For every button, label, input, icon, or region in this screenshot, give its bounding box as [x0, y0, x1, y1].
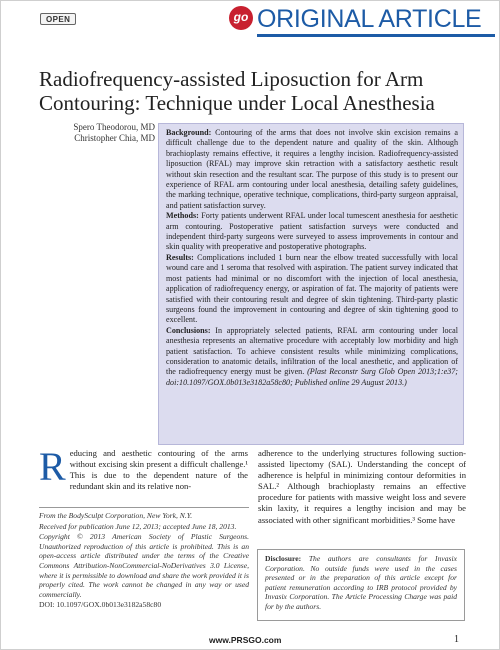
section-title: ORIGINAL ARTICLE: [257, 5, 482, 33]
disclosure-label: Disclosure:: [265, 554, 302, 563]
article-doi: DOI: 10.1097/GOX.0b013e3182a58c80: [39, 600, 162, 610]
abstract-methods-label: Methods:: [166, 211, 199, 221]
author-list: [37, 122, 155, 144]
abstract-background: [166, 128, 458, 211]
disclosure-text: The authors are consultants for Invasix Corporation. No outside funds were used in the cases presented or in the preparation of this article except for patient remuneration according to IRB protocol provided by Invasix Corporation. The Article Processing Charge was paid for by the authors.: [265, 554, 457, 611]
body-intro-left: educing and aesthetic contouring of the arms without excising skin present a difficult challenge.¹ This is due to the dependent nature of the redundant skin and its relative non-: [69, 448, 248, 492]
abstract-methods: [166, 211, 458, 253]
affiliation-from: From the BodySculpt Corporation, New York, N.Y.: [39, 511, 193, 520]
body-intro-right: adherence to the underlying structures following suction-assisted lipectomy (SAL). Understanding the concept of adherence is helpful in minimizing contour deformities in SAL.² Although brachioplasty remains an effective procedure for patients with massive weight loss and severe skin laxity, it requires a lengthy incision and may be associated with other significant morbidities.³ Some have: [258, 448, 466, 525]
abstract-background-label: Background:: [166, 128, 212, 137]
journal-logo: [229, 6, 253, 30]
abstract-methods-text: Forty patients underwent RFAL under local tumescent anesthesia for aesthetic arm contouring. Postoperative patient satisfaction surveys were conducted and independent third-party surgeons were surveyed to assess improvements in contour and skin quality with preoperative and postoperative photographs.: [166, 211, 458, 252]
affiliation-note: [39, 507, 249, 611]
article-title: Radiofrequency-assisted Liposuction for Arm Contouring: Technique under Local Anesthesia: [39, 67, 435, 115]
abstract-results: [166, 253, 458, 326]
abstract-citation: (Plast Reconstr Surg Glob Open 2013;1:e37; doi:10.1097/GOX.0b013e3182a58c80; Published online 29 August 2013.): [166, 367, 458, 387]
drop-cap: R: [39, 444, 66, 489]
author-name: Christopher Chia, MD: [74, 133, 155, 143]
abstract-background-text: Contouring of the arms that does not involve skin excision remains a difficult challenge due to the dependent nature and quality of the skin. Although brachioplasty remains effective, it requires a lengthy incision. Radiofrequency-assisted liposuction (RFAL) may improve skin retraction with a satisfactory aesthetic result without skin resection and the resultant scar. The purpose of this study is to present our experience of RFAL arm contouring under local anesthesia, detailing safety guidelines, the marking technique, operative technique, complications, third-party surgeon appraisal, and patient satisfaction survey.: [166, 128, 458, 210]
affiliation-received: Received for publication June 12, 2013; accepted June 18, 2013.: [39, 521, 237, 531]
page-number: 1: [454, 634, 459, 645]
abstract-conclusions-label: Conclusions:: [166, 325, 211, 335]
header-rule: [257, 34, 495, 37]
disclosure-box: [257, 549, 465, 621]
abstract-conclusions: [166, 326, 458, 388]
author-name: Spero Theodorou, MD: [73, 122, 155, 132]
open-access-badge: OPEN: [40, 13, 76, 25]
body-column-left: [39, 444, 248, 492]
abstract-results-text: Complications included 1 burn near the elbow treated successfully with local wound care and 1 seroma that resolved with aspiration. The patient survey indicated that most patients had minimal or no discomfort with the injection of local anesthesia, application of radiofrequency energy, or aspiration of fat. The majority of patients were satisfied with their contouring result and degree of skin tightening. Third-party plastic surgeons found the improvement in contouring and degree of skin tightening good to excellent.: [166, 252, 458, 325]
abstract-results-label: Results:: [166, 252, 194, 262]
body-column-right: [258, 448, 466, 526]
journal-url-link[interactable]: www.PRSGO.com: [209, 635, 282, 645]
journal-logo-text: go: [233, 10, 249, 24]
abstract-conclusions-text: In appropriately selected patients, RFAL arm contouring under local anesthesia represents an alternative procedure with acceptably low morbidity and high patient satisfaction. To achieve consistent results while minimizing complications, consideration to anatomic details, infiltration of the local anesthetic, and application of the radiofrequency energy must be given.: [166, 325, 458, 377]
affiliation-copyright: Copyright © 2013 American Society of Plastic Surgeons. Unauthorized reproduction of this article is prohibited. This is an open-access article distributed under the terms of the Creative Commons Attribution-NonCommercial-NoDerivatives 3.0 License, where it is permissible to download and share the work provided it is properly cited. The work cannot be changed in any way or used commercially.: [39, 532, 249, 599]
abstract-box: [158, 123, 464, 445]
